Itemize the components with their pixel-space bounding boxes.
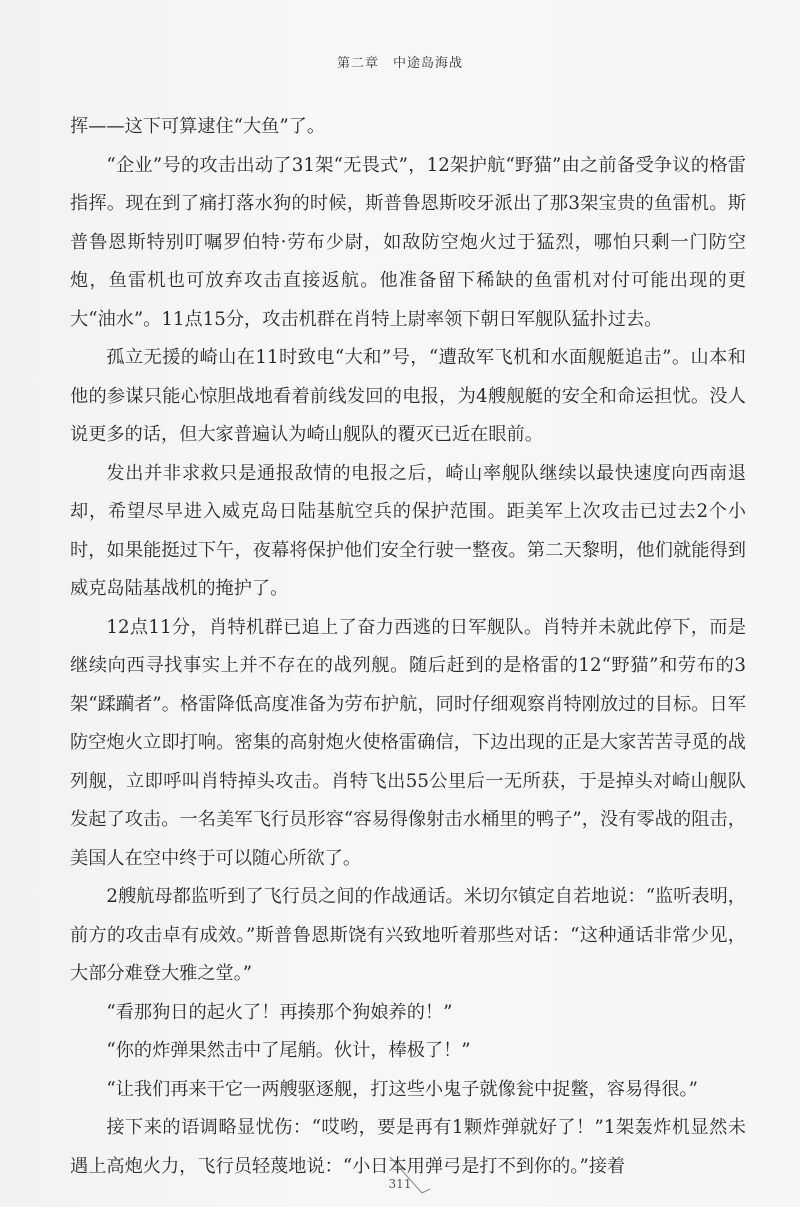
paragraph-4: 发出并非求救只是通报敌情的电报之后，崎山率舰队继续以最快速度向西南退却，希望尽早进入威克岛日陆基航空兵的保护范围。距美军上次攻击已过去2个小时，如果能挺过下午，夜幕将保护他们安全行驶一整夜。第二天黎明，他们就能得到威克岛陆基战机的掩护了。: [70, 462, 746, 599]
page-number: 311: [388, 1177, 412, 1191]
paragraph-6: 2艘航母都监听到了飞行员之间的作战通话。米切尔镇定自若地说：“监听表明，前方的攻击卓有成效。”斯普鲁恩斯饶有兴致地听着那些对话：“这种通话非常少见，大部分难登大雅之堂。”: [70, 886, 746, 984]
paragraph-3: 孤立无援的崎山在11时致电“大和”号，“遭敌军飞机和水面舰艇追击”。山本和他的参谋只能心惊胆战地看着前线发回的电报，为4艘舰艇的安全和命运担忧。没人说更多的话，但大家普遍认为崎山舰队的覆灭已近在眼前。: [70, 347, 746, 445]
body-text: [70, 108, 746, 1186]
paragraph-1: 挥——这下可算逮住“大鱼”了。: [70, 116, 326, 137]
running-header: 第二章 中途岛海战: [336, 56, 463, 71]
paragraph-9: “让我们再来干它一两艘驱逐舰，打这些小鬼子就像瓮中捉鳖，容易得很。”: [106, 1078, 698, 1100]
paragraph-10: 接下来的语调略显忧伤：“哎哟，要是再有1颗炸弹就好了！”1架轰炸机显然未遇上高炮火力，飞行员轻蔑地说：“小日本用弹弓是打不到你的。”接着: [70, 1117, 746, 1177]
paragraph-5: 12点11分，肖特机群已追上了奋力西逃的日军舰队。肖特并未就此停下，而是继续向西寻找事实上并不存在的战列舰。随后赶到的是格雷的12“野猫”和劳布的3架“蹂躏者”。格雷降低高度准备为劳布护航，同时仔细观察肖特刚放过的目标。日军防空炮火立即打响。密集的高射炮火使格雷确信，下边出现的正是大家苦苦寻觅的战列舰，立即呼叫肖特掉头攻击。肖特飞出55公里后一无所获，于是掉头对崎山舰队发起了攻击。一名美军飞行员形容“容易得像射击水桶里的鸭子”，没有零战的阻击，美国人在空中终于可以随心所欲了。: [70, 616, 746, 869]
paragraph-2: “企业”号的攻击出动了31架“无畏式”，12架护航“野猫”由之前备受争议的格雷指挥。现在到了痛打落水狗的时候，斯普鲁恩斯咬牙派出了那3架宝贵的鱼雷机。斯普鲁恩斯特别叮嘱罗伯特·劳布少尉，如敌防空炮火过于猛烈，哪怕只剩一门防空炮，鱼雷机也可放弃攻击直接返航。他准备留下稀缺的鱼雷机对付可能出现的更大“油水”。11点15分，攻击机群在肖特上尉率领下朝日军舰队猛扑过去。: [70, 154, 746, 330]
paragraph-8: “你的炸弹果然击中了尾艄。伙计，棒极了！”: [106, 1040, 471, 1061]
paragraph-7: “看那狗日的起火了！再揍那个狗娘养的！”: [106, 1001, 453, 1023]
